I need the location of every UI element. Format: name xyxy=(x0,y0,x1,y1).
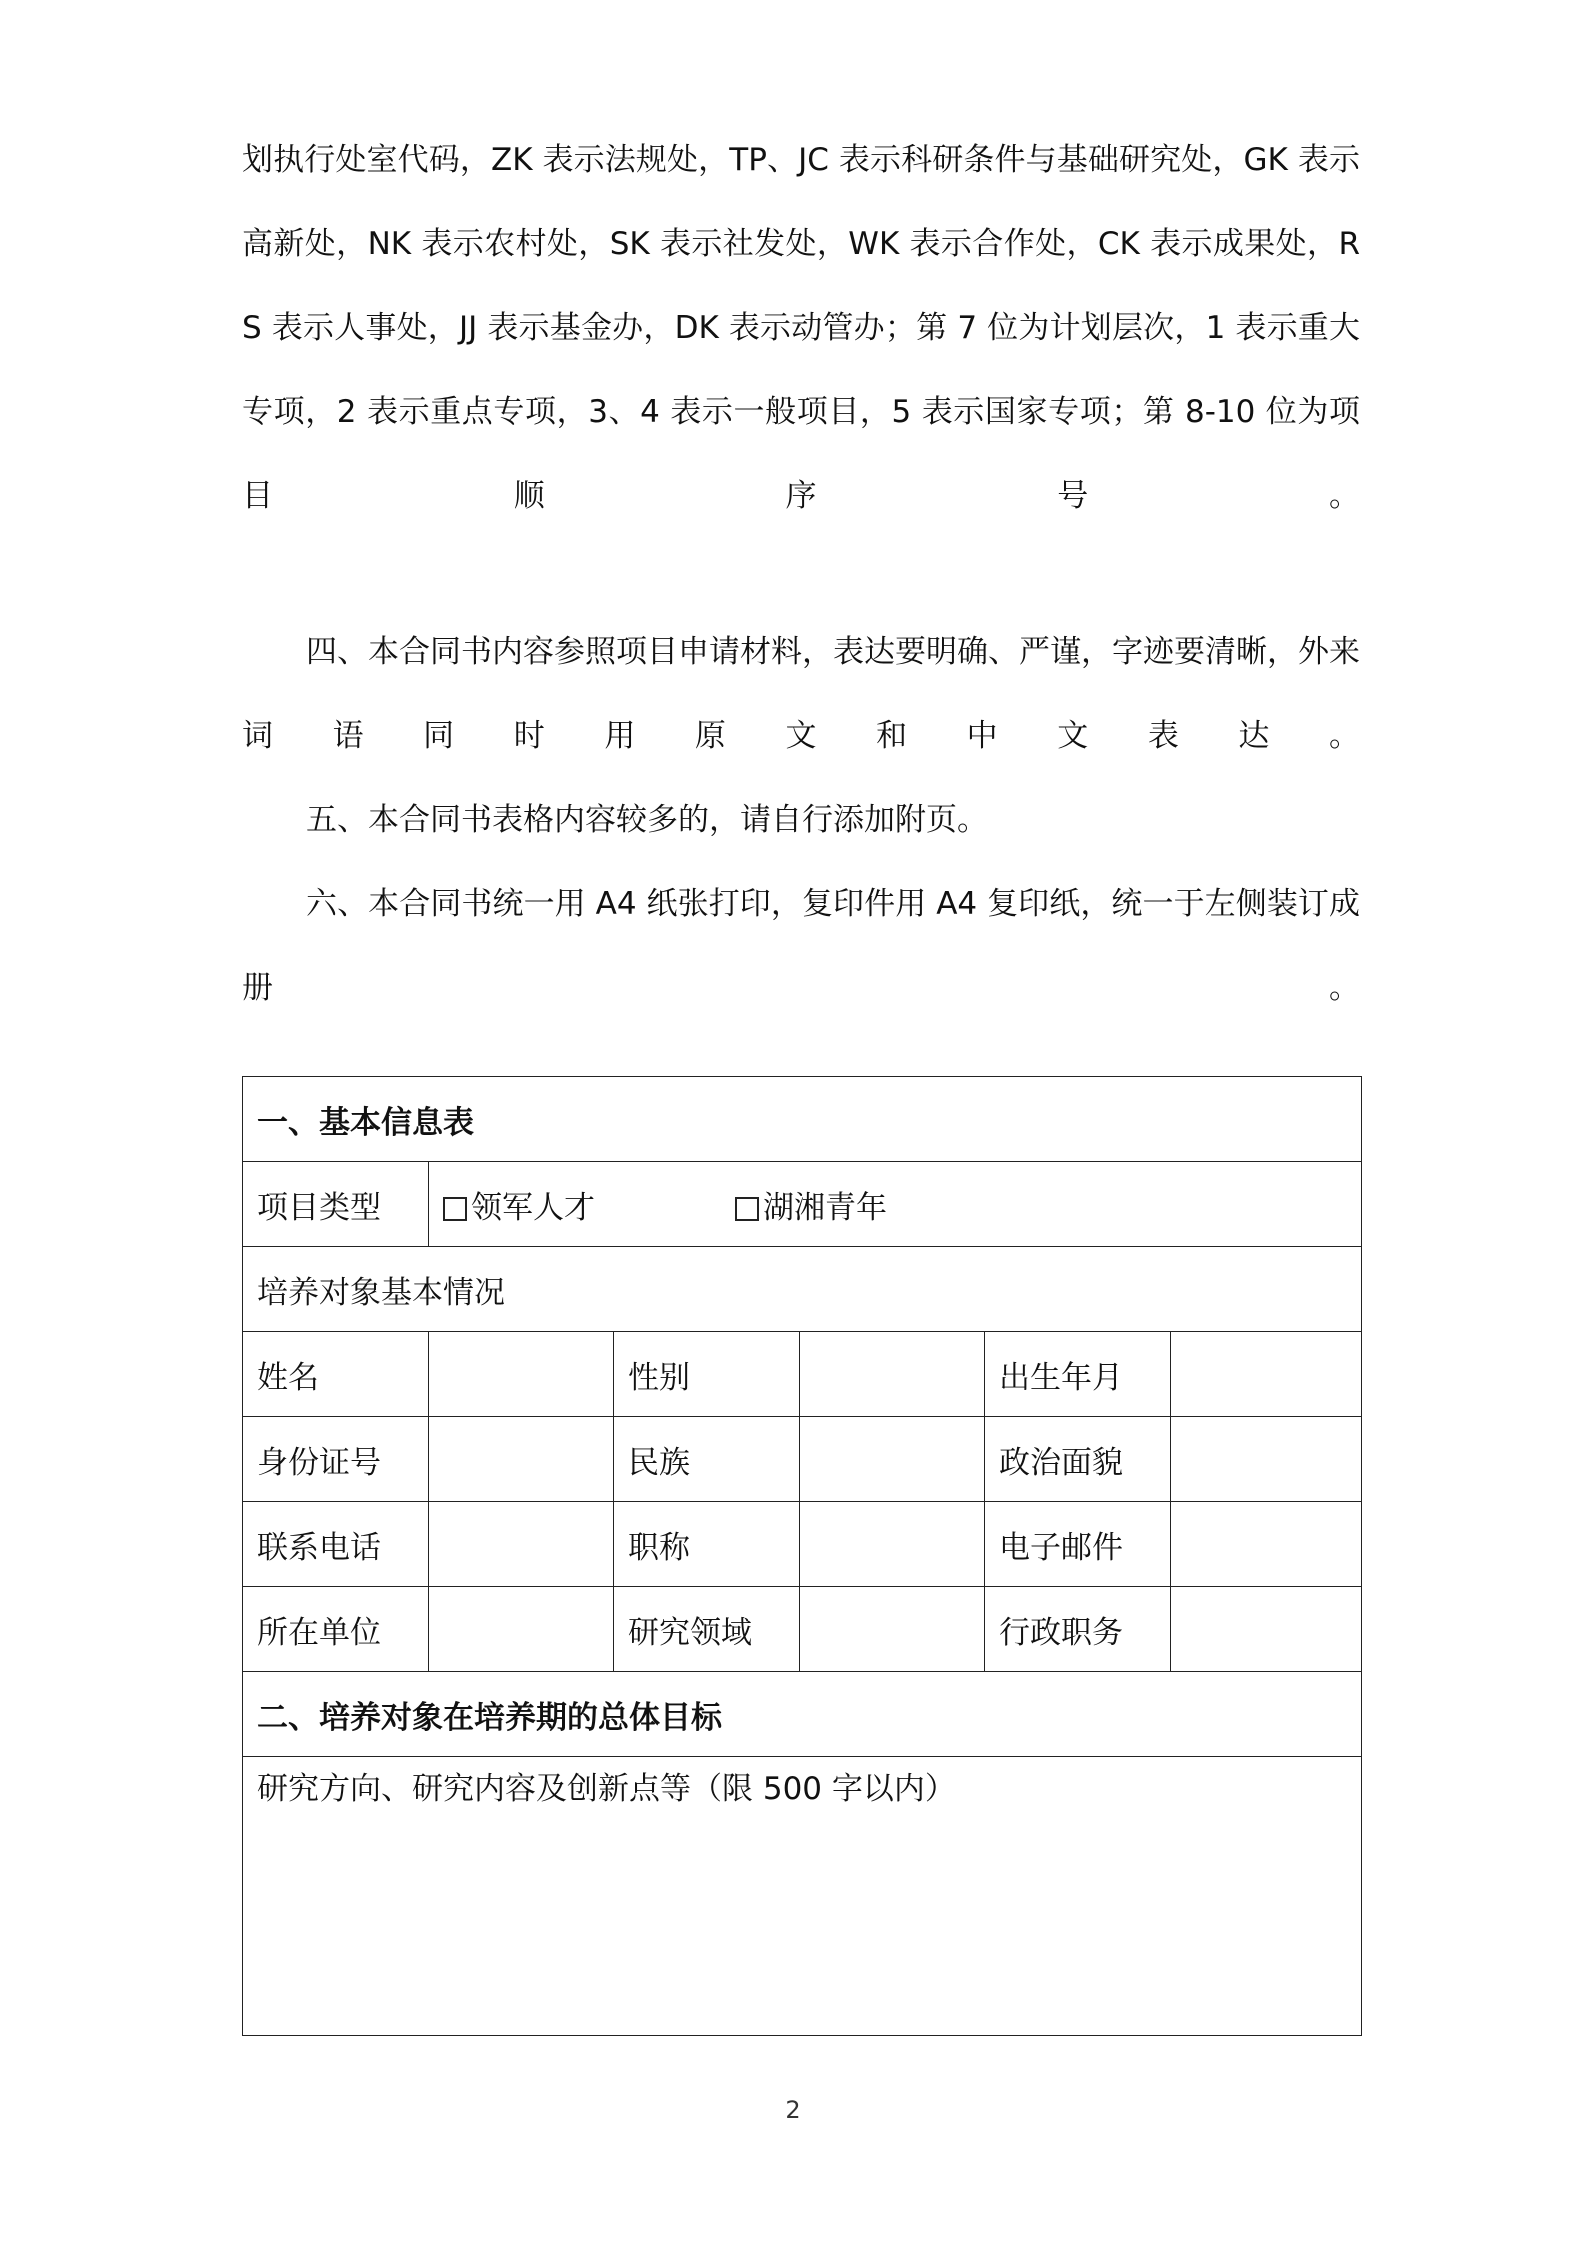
paragraph-item-five: 五、本合同书表格内容较多的，请自行添加附页。 xyxy=(306,802,988,838)
field-value-cell[interactable] xyxy=(800,1417,985,1502)
field-label: 政治面貌 xyxy=(985,1417,1171,1502)
option-huxiang-youth-label: 湖湘青年 xyxy=(763,1189,887,1226)
section-overall-goal-title: 二、培养对象在培养期的总体目标 xyxy=(243,1672,1362,1757)
field-value-cell[interactable] xyxy=(800,1332,985,1417)
field-value-cell[interactable] xyxy=(1171,1587,1362,1672)
option-huxiang-youth[interactable] xyxy=(735,1182,887,1227)
overall-goal-input-area[interactable] xyxy=(243,1757,1362,2036)
basic-info-table xyxy=(242,1076,1362,2036)
overall-goal-hint: 研究方向、研究内容及创新点等（限 500 字以内） xyxy=(257,1771,956,1807)
field-value-cell[interactable] xyxy=(429,1502,614,1587)
basic-info-subheading: 培养对象基本情况 xyxy=(243,1247,1362,1332)
field-label: 性别 xyxy=(614,1332,800,1417)
field-label: 身份证号 xyxy=(243,1417,429,1502)
field-label: 电子邮件 xyxy=(985,1502,1171,1587)
field-value-cell[interactable] xyxy=(1171,1502,1362,1587)
field-label: 民族 xyxy=(614,1417,800,1502)
paragraph-code-explanation: 划执行处室代码，ZK 表示法规处，TP、JC 表示科研条件与基础研究处，GK 表示高新处，NK 表示农村处，SK 表示社发处，WK 表示合作处，CK 表示成果处，RS 表示人事处，JJ 表示基金办，DK 表示动管办；第 7 位为计划层次，1 表示重大专项，2 表示重点专项，3、4 表示一般项目，5 表示国家专项；第 8-10 位为项目顺序号。 xyxy=(242,142,1360,514)
field-value-cell[interactable] xyxy=(1171,1332,1362,1417)
field-value-cell[interactable] xyxy=(1171,1417,1362,1502)
field-label: 研究领域 xyxy=(614,1587,800,1672)
checkbox-icon[interactable] xyxy=(735,1197,759,1221)
field-value-cell[interactable] xyxy=(429,1417,614,1502)
section-basic-info-title: 一、基本信息表 xyxy=(243,1077,1362,1162)
checkbox-icon[interactable] xyxy=(443,1197,467,1221)
paragraph-item-six: 六、本合同书统一用 A4 纸张打印，复印件用 A4 复印纸，统一于左侧装订成册。 xyxy=(242,886,1360,1006)
field-label: 姓名 xyxy=(243,1332,429,1417)
field-value-cell[interactable] xyxy=(800,1502,985,1587)
option-leading-talent[interactable] xyxy=(443,1182,595,1227)
project-type-options xyxy=(429,1162,1362,1247)
field-label: 联系电话 xyxy=(243,1502,429,1587)
field-value-cell[interactable] xyxy=(429,1332,614,1417)
field-label: 出生年月 xyxy=(985,1332,1171,1417)
field-label: 职称 xyxy=(614,1502,800,1587)
project-type-label: 项目类型 xyxy=(243,1162,429,1247)
field-label: 行政职务 xyxy=(985,1587,1171,1672)
paragraph-item-four: 四、本合同书内容参照项目申请材料，表达要明确、严谨，字迹要清晰，外来词语同时用原文和中文表达。 xyxy=(242,634,1360,754)
field-value-cell[interactable] xyxy=(429,1587,614,1672)
page-number: 2 xyxy=(785,2096,801,2124)
option-leading-talent-label: 领军人才 xyxy=(471,1189,595,1226)
field-value-cell[interactable] xyxy=(800,1587,985,1672)
field-label: 所在单位 xyxy=(243,1587,429,1672)
